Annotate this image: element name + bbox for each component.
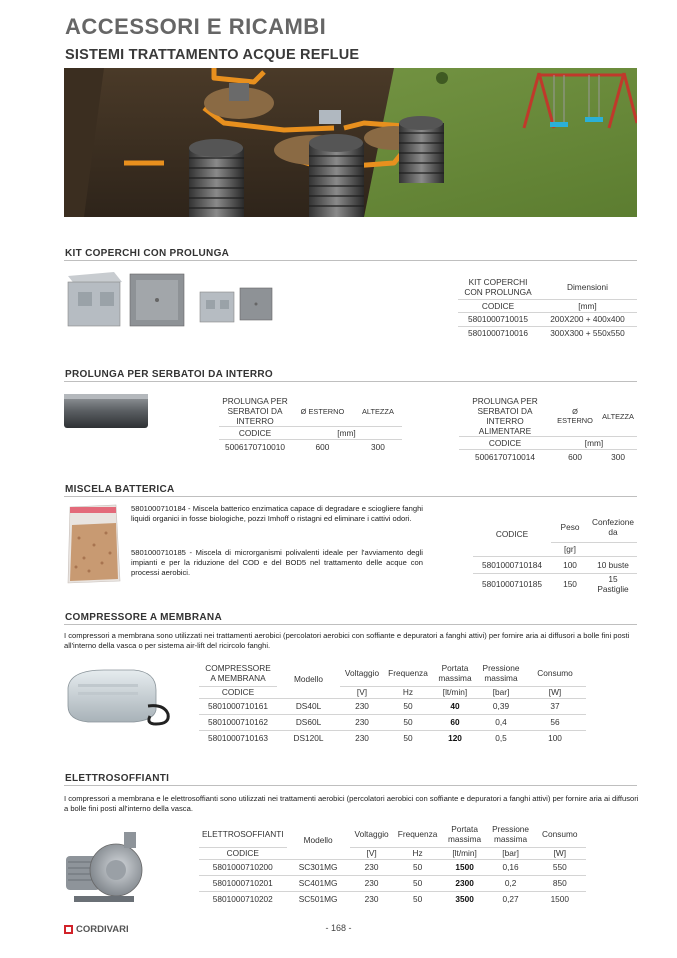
col-header: Consumo [542,829,578,840]
table-row [199,875,586,891]
cell-value: 0,39 [478,698,524,714]
col-unit: [lt/min] [442,847,488,859]
section-title-prolunga: PROLUNGA PER SERBATOI DA INTERRO [65,369,273,380]
cell-value: 600 [291,440,354,454]
compressore-table [199,661,586,746]
page-subtitle: SISTEMI TRATTAMENTO ACQUE REFLUE [65,47,360,63]
table-row [199,859,586,875]
col-unit: Hz [384,686,432,698]
col-header: Frequenza [397,829,438,840]
col-header: Ø ESTERNO [300,406,345,416]
miscela-product-image [64,503,124,585]
col-header: Confezione da [592,516,634,537]
cell-value: 600 [551,450,599,464]
section-divider [64,260,637,261]
section-title-elettro: ELETTROSOFFIANTI [65,773,170,784]
cell-value: 550 [534,859,586,875]
section-title-coperchi: KIT COPERCHI CON PROLUNGA [65,248,230,259]
section-divider [64,496,637,497]
cell-value: 0,16 [488,859,534,875]
cell-code: 5801000710201 [199,875,287,891]
cell-model: DS60L [277,714,340,730]
section-divider [64,785,637,786]
table-row [199,698,586,714]
compressore-desc: I compressori a membrana sono utilizzati nei trattamenti aerobici (percolatori aerobici con soffiante e depuratori a fanghi attivi) per fornire aria ai diffusori a bolle fini posti all'interno della vasca o per sistema air-lift del ricircolo fanghi. [64,631,630,650]
elettro-product-image [64,826,144,908]
col-header: Portata massima [447,824,482,845]
cell-code: 5006170710010 [219,440,291,454]
cell-code: 5801000710185 [473,573,551,594]
col-header: PROLUNGA PER SERBATOI DA INTERRO [222,396,288,426]
col-unit: [bar] [488,847,534,859]
col-header: KIT COPERCHI CON PROLUNGA [464,276,532,297]
table-row [219,440,402,454]
col-unit: Hz [394,847,442,859]
cell-code: 5801000710162 [199,714,277,730]
cell-value: 60 [432,714,478,730]
table-row [199,730,586,746]
col-unit: [V] [340,686,384,698]
cell-code: 5801000710015 [458,312,538,326]
col-header: ALTEZZA [361,406,394,416]
cell-value: 50 [394,891,442,907]
prolunga-table-1 [219,396,402,454]
cell-value: 37 [524,698,586,714]
col-header: PROLUNGA PER SERBATOI DA INTERRO ALIMENTARE [472,396,538,436]
cell-value: 50 [384,730,432,746]
col-header: Modello [303,835,333,846]
cell-model: SC301MG [287,859,350,875]
brand-name: CORDIVARI [76,924,129,935]
hero-illustration [64,68,637,217]
col-unit: CODICE [459,437,551,450]
col-header: ALTEZZA [602,411,634,421]
col-header: CODICE [495,528,529,539]
section-divider [64,624,637,625]
septic-system-illustration [64,68,637,217]
cell-code: 5006170710014 [459,450,551,464]
cell-value: 15 Pastiglie [589,573,637,594]
cell-model: SC401MG [287,875,350,891]
miscela-desc-1: 5801000710184 - Miscela batterico enzimatica capace di degradare e sciogliere fanghi liquidi organici in fosse biologiche, pozzi Imhoff o ristagni ed eliminare i cattivi odori. [131,504,423,523]
cell-code: 5801000710184 [473,556,551,573]
col-unit: [bar] [478,686,524,698]
table-row [473,573,637,594]
col-unit: CODICE [458,299,538,312]
col-header: Peso [560,521,580,532]
col-unit: [W] [524,686,586,698]
table-row [458,326,637,340]
col-unit: [mm] [551,437,637,450]
elettro-table [199,822,586,907]
col-unit: CODICE [199,686,277,698]
col-header: Voltaggio [354,829,389,840]
cell-value: 230 [340,698,384,714]
cell-value: 300 [599,450,637,464]
table-row [459,450,637,464]
compressore-product-image [64,666,174,728]
col-unit: [mm] [291,427,402,440]
col-unit: [V] [350,847,394,859]
cell-value: 1500 [442,859,488,875]
cell-value: 850 [534,875,586,891]
col-header: COMPRESSORE A MEMBRANA [205,663,271,684]
cell-value: 0,5 [478,730,524,746]
table-row [199,891,586,907]
cell-value: 3500 [442,891,488,907]
col-unit: [W] [534,847,586,859]
col-unit: CODICE [219,427,291,440]
cell-value: 0,27 [488,891,534,907]
cell-code: 5801000710200 [199,859,287,875]
cell-value: 230 [350,875,394,891]
miscela-table [473,512,637,594]
cell-value: 230 [350,891,394,907]
cell-dim: 200X200 + 400x400 [538,312,637,326]
cell-value: 230 [350,859,394,875]
col-header: Voltaggio [344,668,380,679]
cell-code: 5801000710163 [199,730,277,746]
cell-value: 2300 [442,875,488,891]
cell-value: 1500 [534,891,586,907]
col-unit: CODICE [199,847,287,859]
col-header: Consumo [537,668,573,679]
col-header: Pressione massima [492,824,530,845]
col-header: Frequenza [388,668,428,679]
cell-code: 5801000710161 [199,698,277,714]
cell-model: DS120L [277,730,340,746]
col-unit: [gr] [551,542,589,556]
prolunga-table-2 [459,396,637,464]
section-title-miscela: MISCELA BATTERICA [65,484,175,495]
col-unit: [mm] [538,299,637,312]
cell-value: 300 [354,440,402,454]
col-header: Portata massima [438,663,472,684]
col-header: Ø ESTERNO [557,407,593,425]
elettro-desc: I compressori a membrana e le elettrosoffianti sono utilizzati nei trattamenti aerobici (percolatori aerobici con soffiante e depuratori a fanghi attivi) per fornire aria ai diffusori a bolle fini posti all'interno della vasca. [64,794,639,813]
col-header: ELETTROSOFFIANTI [202,829,284,840]
cell-dim: 300X300 + 550x550 [538,326,637,340]
coperchi-table [458,275,637,340]
cell-value: 50 [384,714,432,730]
cell-value: 230 [340,730,384,746]
page-number: - 168 - [325,923,352,933]
cell-value: 230 [340,714,384,730]
cell-value: 56 [524,714,586,730]
cell-value: 50 [394,875,442,891]
cell-code: 5801000710016 [458,326,538,340]
section-title-compressore: COMPRESSORE A MEMBRANA [65,612,222,623]
col-unit [589,542,637,556]
table-row [458,312,637,326]
prolunga-product-image [64,392,148,430]
col-header: Modello [293,674,324,685]
cell-value: 150 [551,573,589,594]
cell-value: 40 [432,698,478,714]
col-header: Dimensioni [566,281,609,292]
cell-value: 0,4 [478,714,524,730]
section-divider [64,381,637,382]
table-row [473,556,637,573]
cell-value: 120 [432,730,478,746]
cell-value: 50 [394,859,442,875]
cell-code: 5801000710202 [199,891,287,907]
cell-model: DS40L [277,698,340,714]
coperchi-product-image [64,268,274,328]
cell-value: 100 [551,556,589,573]
cell-value: 100 [524,730,586,746]
miscela-desc-2: 5801000710185 - Miscela di microrganismi polivalenti ideale per l'avviamento degli impianti e per la riduzione del COD e del BOD5 nel trattamento delle acque con processi aerobici. [131,548,423,577]
page-title: ACCESSORI E RICAMBI [65,14,327,39]
cell-value: 0,2 [488,875,534,891]
cell-value: 10 buste [589,556,637,573]
cell-value: 50 [384,698,432,714]
cell-model: SC501MG [287,891,350,907]
table-row [199,714,586,730]
col-unit: [lt/min] [432,686,478,698]
col-header: Pressione massima [482,663,520,684]
